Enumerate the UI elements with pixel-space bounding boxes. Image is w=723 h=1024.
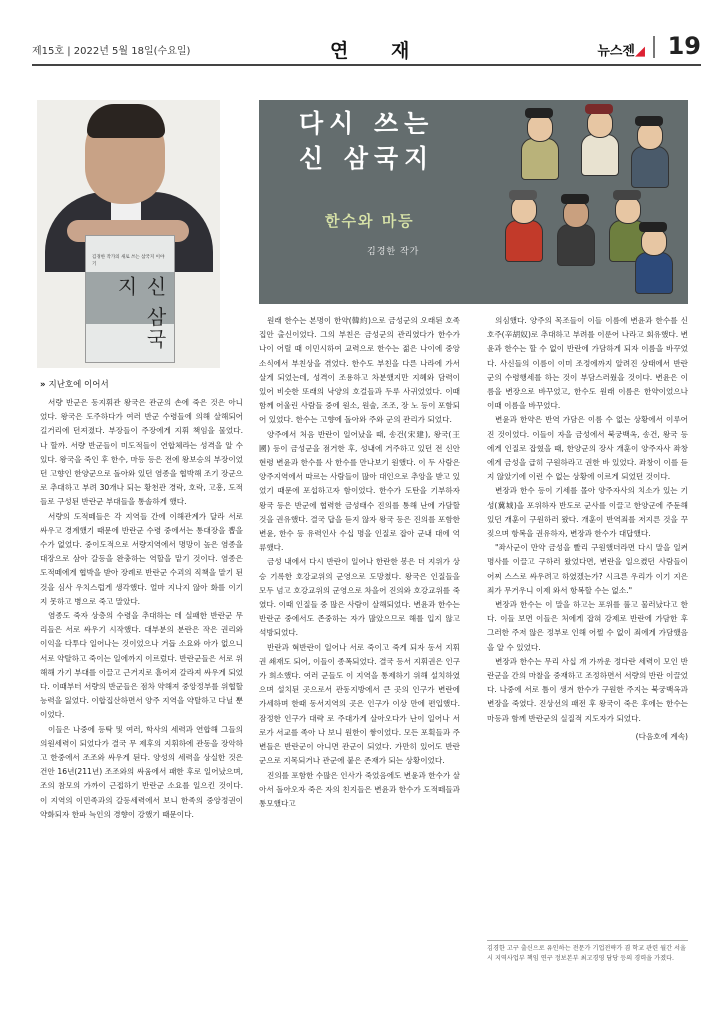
- page-number: 19: [667, 32, 701, 60]
- book-cover-title: 신 삼국지: [114, 276, 167, 351]
- article-column-1: [40, 396, 243, 822]
- poster-title-line2: 신 삼국지: [299, 144, 435, 173]
- double-chevron-icon: »: [40, 380, 46, 390]
- series-poster: [259, 100, 688, 304]
- poster-subtitle: 한수와 마등: [325, 212, 415, 230]
- paragraph: 반란과 혁반란이 일어나 서로 죽이고 죽게 되자 동서 지휘권 쇄재도 되어, 이들이 종폭되었다. 결국 등서 지휘권은 인구가 희소했다. 여러 군들도 이 지역을 통제하기 위해 설치하였으며 설치된 곳으로서 관동지방에서 큰 곳의 인구가 변란에 가세하며 한때 동서지역의 곳은 인구가 이상 만에 편입했다. 잠정한 인구가 대략 로 주대가게 살아오다가 난이 일어나 서로가 서교를 족아 나 보니 원한이 쌓이었다. 모든 포획들과 주변들은 반란군이 아니면 관군이 되었다. 가만히 있어도 반란군으로 지목되거나 관군에 붙은 존재가 되는 상황이었다.: [259, 642, 460, 766]
- paragraph: 변장과 한수 등이 기세를 몰아 양주자사의 치소가 있는 기성(冀城)을 포위하자 반도로 군사를 이끌고 한양군에 주둔해 있던 개훈이 구원하러 왔다. 개훈이 반역죄를 저지른 것을 꾸짖으며 항복을 권유하자, 변장과 한수가 대답했다.: [487, 486, 688, 539]
- continued-label: » 지난호에 이어서: [40, 380, 109, 390]
- warrior-figure: [557, 200, 593, 266]
- paragraph: "좌사군이 만약 금성을 빨리 구원했더라면 다시 말을 일켜 명사를 이끌고 구하러 왔었다면, 변란을 일으켰던 사람들이 어찌 스스로 싸우려고 하였겠는가? 시크른 우리가 이기 지은 죄가 무거우니 이제 와서 항복할 수는 없소.": [487, 543, 688, 595]
- issue-info: 제15호 | 2022년 5월 18일(수요일): [32, 46, 191, 57]
- article-column-3: [487, 314, 688, 744]
- author-credit: 김경한 고구 출신으로 유인하는 전문가 기업전략가 겸 학교 관련 월간 서울 시 지역사업부 책임 연구 정보본부 최고경영 담당 등의 경력을 가졌다.: [487, 940, 688, 964]
- paragraph: 변윤과 한약은 반역 가담은 이름 수 없는 상황에서 이루어진 것이었다. 이들이 자을 금성에서 북궁백옥, 송건, 왕국 등에게 인질로 잡혔을 때, 한양군의 장사 개훈이 양주자사 좌창에게 금성을 급히 구원하라고 권한 바 있었다. 좌창이 이를 듣지 않았기에 이런 수 없는 상황에 이르게 되었던 것이다.: [487, 415, 688, 482]
- poster-title-line1: 다시 쓰는: [299, 109, 435, 138]
- photo-hair: [87, 104, 165, 138]
- paragraph: 의심했다. 양주의 목조들이 이들 이름에 변윤과 한수를 신호주(辛胡奴)로 추대하고 부려를 이룬어 나라고 회유했다. 변윤과 한수는 할 수 없이 반란에 가담하게 되자 이름을 바꾸었다. 사신들의 이름이 이미 조정에까지 알려진 상태에서 반란군의 수령행세를 하는 것이 부담스러웠을 것이다. 변윤은 이름을 변장으로 바꾸었고, 한수도 원래 이름은 한약이었으나 이때 이름을 바꾸었다.: [487, 316, 688, 411]
- author-photo: [37, 100, 220, 368]
- poster-title: [299, 106, 434, 176]
- paragraph: 이들은 나중에 등탁 및 여러, 학사의 세력과 연합해 그들의 의원세력이 되었다가 결국 무 제후의 지휘하에 관동을 장악하고 한중에서 조조와 싸우게 된다. 양성의 세력을 상실한 것은 건안 16년(211년) 조조와의 싸움에서 패한 후로 일어났으며, 조의 참모의 가까이 근접하기 반란군 소요를 일으킨 것이다. 이 지역의 이민족과의 갈등세력에서 보니 한족의 중앙정권이 약화되자 한파 늑인의 경향이 강했기 때문이다.: [40, 724, 243, 819]
- page-header: [32, 32, 701, 66]
- header-rule: [32, 64, 701, 66]
- paragraph: 변장과 한수는 이 말을 하고는 포위를 풀고 물러났다고 한다. 이들 보면 이들은 처에게 잡혀 강제로 반란에 가담한 후 그러한 주저 않은 정부로 인해 어쩔 수 없이 죄에게 가담했음을 알 수 있었다.: [487, 600, 688, 652]
- warrior-figure: [505, 196, 541, 262]
- section-title: 연 재: [330, 40, 428, 62]
- poster-author: 김경한 작가: [367, 247, 420, 257]
- paragraph: 원래 한수는 본명이 한약(韓約)으로 금성군의 오래된 호족 집안 출신이었다. 그의 부친은 금성군의 관리였다가 한수가 나이 어릴 때 이민시하여 교력으로 한수는 젊은 나이에 중앙 소식에서 부친상을 겪었다. 한수도 부친을 다른 나라에 가서 살게 되었는데, 성격이 조용하고 차분했지만 지혜와 담력이 있어 비슷한 또래의 낙양의 호걸들과 두루 사귀었었다. 이때 함께 어울린 사람들 중에 원소, 원술, 조조, 장 노 등이 포함되어 있었다. 한수는 고향에 돌아와 주와 군의 관리가 되었다.: [259, 316, 460, 425]
- paragraph: 양주에서 처음 반란이 일어났을 때, 송건(宋建), 왕국(王國) 등이 금성군을 점거한 후, 성내에 거주하고 있던 전 신안현령 변윤과 한수를 사 한수를 만나보기 원했다. 이 두 사람은 양주지역에서 따르는 사람들이 많아 대인으로 추앙을 받고 있었기 때문에 포섭하고자 함이었다. 한수가 도탄을 기부하자 왕국 등은 반군에 협력한 금성태수 진의를 통해 난에 가담할 것을 권유했다. 결국 답을 듣지 않자 왕국 등은 진의를 포함한 변윤, 한수 등 유력인사 수십 명을 인질로 잡아 군내 대에 억류했다.: [259, 429, 460, 553]
- paragraph: 서량의 도적떼들은 각 지역들 간에 이해관계가 달라 서로 싸우고 경계했기 때문에 반란군 수령 중에서는 통대장을 뽑을 수가 없었다. 중이도적으로 서량지역에서 명망이 높은 염종을 대장으로 삼아 갈등을 완충하는 역할을 맡기 것이다. 염종은 도적떼에게 협박을 받아 장례로 반란군 수괴의 직책을 맡기 된 것을 심사 우치스럽게 생각했다. 얼마 지나지 않아 화를 이기지 못하고 병으로 죽고 말았다.: [40, 511, 243, 606]
- book-cover-subtitle: 김경한 작가의 새로 쓰는 삼국지 이야기: [92, 255, 165, 267]
- paragraph: 서량 반군은 동지휘관 왕국은 관군의 손에 죽은 것은 아니었다. 왕국은 도주하다가 여러 반군 수령들에 의해 살해되어 길거리에 던져졌다. 부장들이 주장에게 지휘 책임을 물었다. 나 할까. 서량 반군들이 미도적들이 연합체라는 성격을 알 수 있다. 왕국을 죽인 후 한수, 마등 등은 전에 왕보승의 부장이었던 고향인 한양군으로 돌아와 있던 염종을 협박해 조기 장군으로 추대하고 부려 30개나 되는 황천관 경락, 호락, 고흥, 도적들로 구성된 반란군 부대들을 통솔하게 했다.: [40, 398, 243, 507]
- brand-logo: [597, 40, 645, 59]
- paragraph: 염종도 죽자 상층의 수령을 추대하는 데 실패한 반란군 무리들은 서로 싸우기 시작했다. 대부분의 분란은 작은 권리와 이익을 다투다 일어나는 것이었으나 거듭 소요와 아가 없으니 서로 약탈하고 죽이는 일에까지 이르렀다. 반란군들은 서로 위해해 가기 부대를 이끌고 근거지로 흩어져 갈라져 싸우게 되었다. 이때부터 서량의 반군들은 점차 약해져 중앙정부를 위협할 능력을 잃었다. 이합집산하면서 양주 지역을 약탈하고 다닐 뿐이었다.: [40, 611, 243, 720]
- article-column-2: [259, 314, 460, 811]
- brand-name: 뉴스젠: [597, 44, 635, 59]
- header-divider: [653, 36, 655, 58]
- paragraph: 금성 내에서 다시 반란이 일어나 한란한 봉은 더 지위가 상승 기록한 호강교위의 군영으로 도망쳤다. 왕국은 인질들을 모두 넘고 호강교위의 군영으로 차을어 진의와 호강교위를 죽였다. 이때 인질들 중 많은 사람이 살해되었다. 변윤과 한수는 반란군 중에서도 존중하는 자가 많았으므로 해를 입지 않고 석방되었다.: [259, 557, 460, 638]
- paragraph: 진의를 포함한 수많은 인사가 죽었음에도 변윤과 한수가 살아서 돌아오자 죽은 자의 친지들은 변윤과 한수가 도적떼들과 통모했다고: [259, 770, 460, 808]
- warrior-figure: [635, 228, 671, 294]
- warrior-figure: [521, 114, 557, 180]
- warrior-figure: [581, 110, 617, 176]
- brand-accent-icon: ◢: [635, 44, 645, 59]
- to-be-continued: (다음호에 계속): [635, 731, 688, 741]
- paragraph: 변장과 한수는 무리 사십 개 가까운 정다란 세력이 모인 반란군을 간의 마찰을 중재하고 조정하면서 서량의 반란 이끌었다. 나중에 서로 틈이 생겨 한수가 구원한 주지는 북궁백옥과 변장을 죽였다. 진상선의 패전 후 왕국이 죽은 후에는 한수는 마등과 함께 반란군의 실질적 지도자가 되었다.: [487, 656, 688, 723]
- warrior-figure: [631, 122, 667, 188]
- book-cover: [85, 235, 175, 363]
